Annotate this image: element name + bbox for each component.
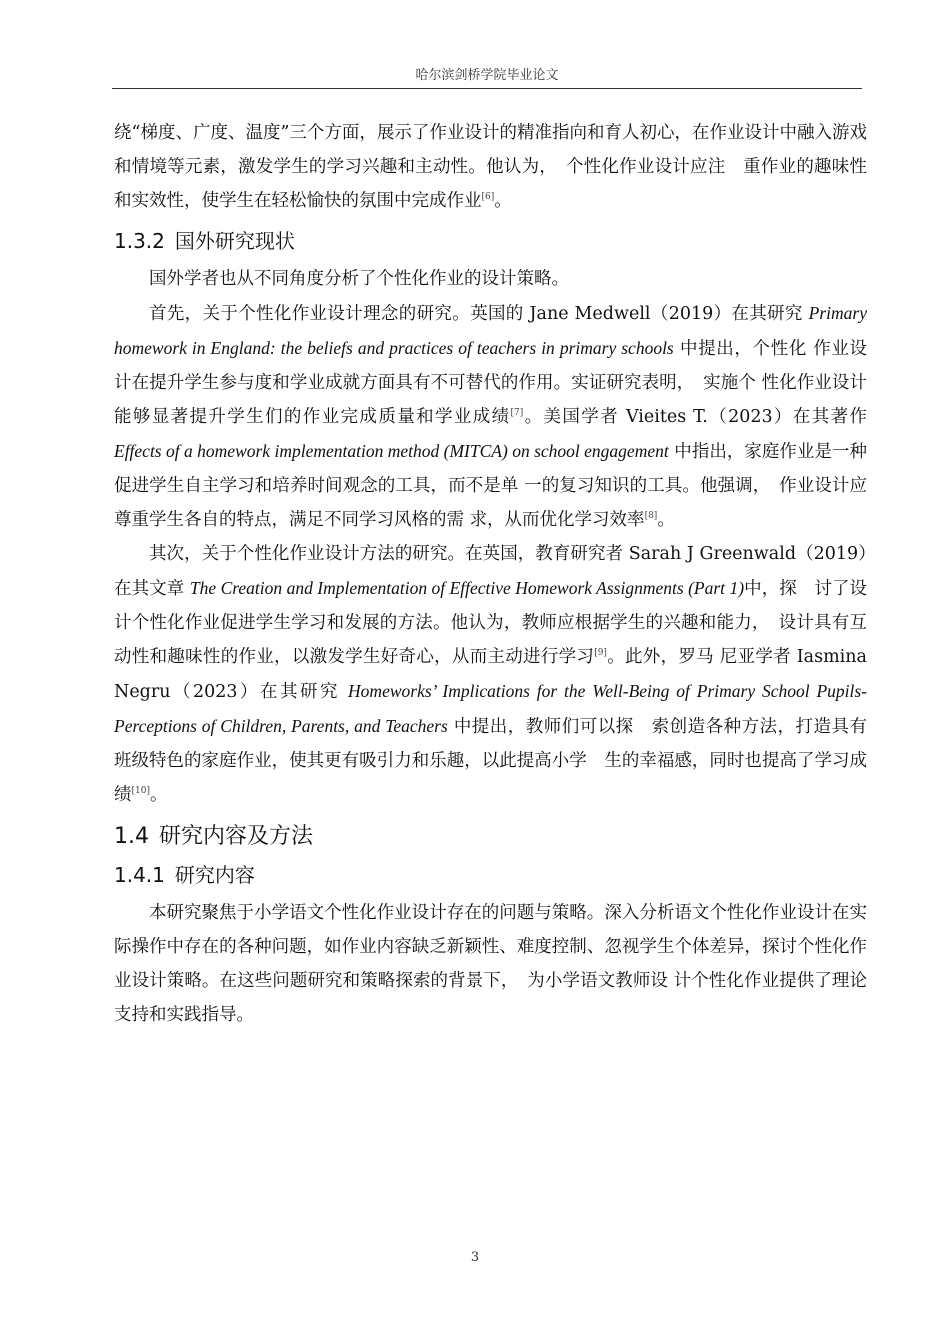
citation-8: [8] bbox=[644, 511, 658, 521]
second-text-d: 中提出，教师们可以探 索创造各种方法，打造具有班级特色的家庭作业，使其更有吸引力和乐趣，以此提高小学 生的幸福感，同时也提高了学习成绩 bbox=[114, 717, 867, 805]
first-text-d: 中指出，家庭作业是一种促进学生自主学习和培养时间观念的工具，而不是单 一的复习知识的工具。他强调， 作业设计应尊重学生各自的特点，满足不同学习风格的需 求，从而优化学习效率 bbox=[114, 442, 867, 530]
heading-1-4 bbox=[114, 822, 867, 852]
citation-9: [9] bbox=[594, 648, 607, 658]
page-number: 3 bbox=[470, 1250, 480, 1265]
heading-title: 国外研究现状 bbox=[174, 229, 295, 253]
first-text-a: 首先，关于个性化作业设计理念的研究。英国的 Jane Medwell（2019）在其研究 bbox=[149, 304, 809, 324]
intro-text: 绕“梯度、广度、温度”三个方面，展示了作业设计的精准指向和育人初心，在作业设计中融入游戏和情境等元素，激发学生的学习兴趣和主动性。他认为， 个性化作业设计应注 重作业的趣味性和实效性，使学生在轻松愉快的氛围中完成作业 bbox=[114, 123, 867, 211]
second-text-a: 其次，关于个性化作业设计方法的研究。在英国，教育研究者 Sarah J Greenwald（2019） 在其文章 bbox=[114, 544, 885, 599]
heading-title: 研究内容 bbox=[174, 863, 255, 887]
heading-1-3-2 bbox=[114, 228, 867, 254]
heading-number: 1.4.1 bbox=[114, 863, 165, 887]
paragraph-intro bbox=[114, 116, 867, 218]
intro-end: 。 bbox=[494, 191, 512, 211]
citation-10: [10] bbox=[131, 786, 150, 796]
first-text-e: 。 bbox=[657, 510, 675, 530]
first-text-c: 。美国学者 Vieites T.（2023）在其著作 bbox=[523, 407, 868, 427]
heading-number: 1.3.2 bbox=[114, 229, 165, 253]
citation-7: [7] bbox=[510, 408, 524, 418]
running-header: 哈尔滨剑桥学院毕业论文 bbox=[415, 68, 559, 83]
cited-title-negru: Homeworks’ Implications for the Well-Being of Primary School Pupils-Perceptions of Children, Parents, and Teachers bbox=[114, 681, 868, 736]
paragraph-research-content: 本研究聚焦于小学语文个性化作业设计存在的问题与策略。深入分析语文个性化作业设计在实际操作中存在的各种问题，如作业内容缺乏新颖性、难度控制、忽视学生个体差异，探讨个性化作业设计策略。在这些问题研究和策略探索的背景下， 为小学语文教师设 计个性化作业提供了理论支持和实践指导。 bbox=[114, 903, 867, 1025]
heading-number: 1.4 bbox=[114, 824, 149, 849]
heading-title: 研究内容及方法 bbox=[159, 824, 314, 849]
cited-title-medwell: Primary homework in England: the beliefs and practices of teachers in primary schools bbox=[114, 303, 867, 358]
second-text-e: 。 bbox=[149, 785, 168, 805]
paragraph-second bbox=[114, 537, 885, 812]
second-text-b: 中，探 讨了设计个性化作业促进学生学习和发展的方法。他认为，教师应根据学生的兴趣和能力， 设计具有互动性和趣味性的作业，以激发学生好奇心，从而主动进行学习 bbox=[114, 579, 868, 667]
cited-title-vieites: Effects of a homework implementation method (MITCA) on school engagement bbox=[114, 441, 669, 461]
paragraph-foreign-intro: 国外学者也从不同角度分析了个性化作业的设计策略。 bbox=[149, 269, 569, 289]
page-content bbox=[114, 116, 885, 1032]
paragraph-first bbox=[114, 296, 867, 537]
first-text-b: 中提出，个性化 作业设计在提升学生参与度和学业成就方面具有不可替代的作用。实证研究表明， 实施个 性化作业设计能够显著提升学生们的作业完成质量和学业成绩 bbox=[114, 339, 867, 427]
heading-1-4-1 bbox=[114, 862, 867, 888]
header-rule bbox=[112, 88, 862, 89]
second-text-c: 。此外，罗马 尼亚学者 Iasmina Negru（2023）在其研究 bbox=[114, 647, 867, 702]
cited-title-greenwald: The Creation and Implementation of Effective Homework Assignments (Part 1) bbox=[189, 578, 745, 598]
citation-6: [6] bbox=[481, 192, 495, 202]
